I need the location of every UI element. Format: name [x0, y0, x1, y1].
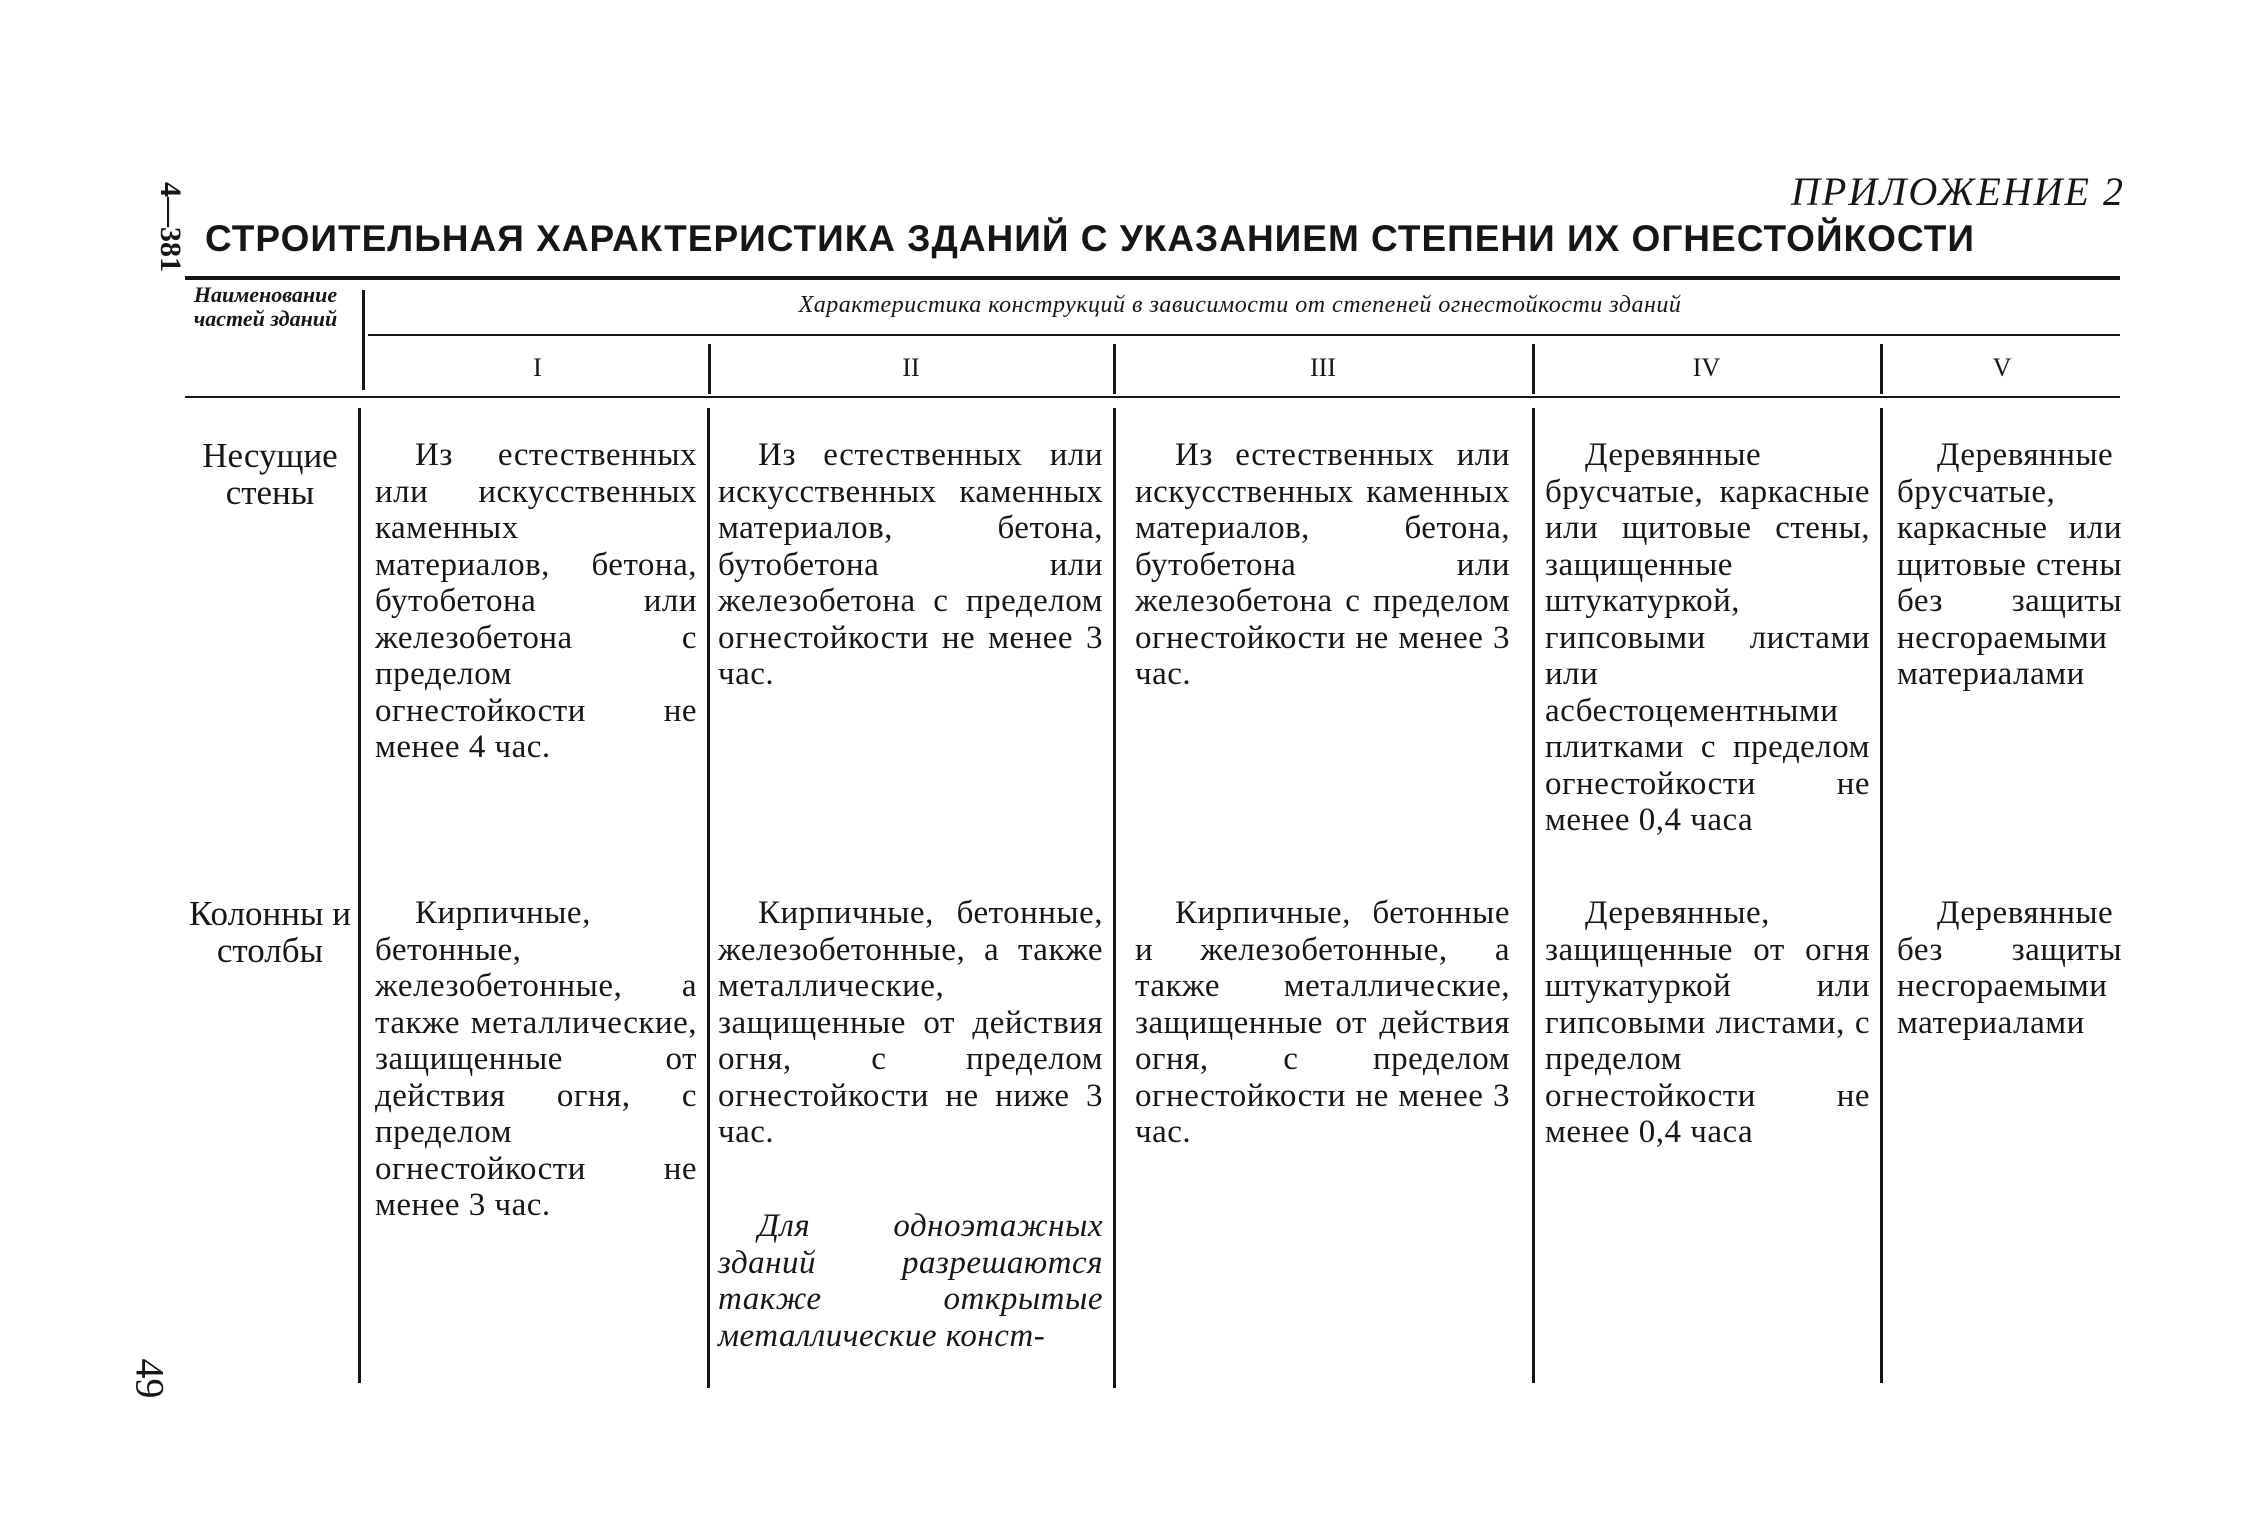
column-divider	[707, 408, 710, 1388]
header-degree-ii: II	[902, 353, 920, 382]
column-divider	[1532, 408, 1535, 1383]
header-bottom-rule	[185, 396, 2120, 398]
header-degree-v: V	[1992, 353, 2012, 382]
cell-columns-degree-v: Деревянные без защиты несгораемыми материалами	[1897, 895, 2122, 1041]
header-divider	[1532, 344, 1535, 394]
cell-columns-degree-iii: Кирпичные, бетонные и железобетонные, а также металлические, защищенные от действия огня, с пределом огнестойкости не менее 3 час.	[1135, 895, 1510, 1150]
cell-columns-degree-i: Кирпичные, бетонные, железобетонные, а также металлические, защищенные от действия огня, с пределом огнестойкости не менее 3 час.	[375, 895, 697, 1223]
row-name-columns: Колонны и столбы	[188, 894, 352, 970]
row-name-bearing-walls: Несущие стены	[202, 436, 338, 512]
header-group-rule	[368, 334, 2120, 336]
cell-walls-degree-iv: Деревянные брусчатые, каркасные или щитовые стены, защищенные штукатуркой, гипсовыми листами или асбестоцементными плитками с пределом огнестойкости не менее 0,4 часа	[1545, 437, 1870, 838]
cell-columns-degree-ii-note: Для одноэтажных зданий разрешаются также открытые металлические конст-	[718, 1208, 1103, 1354]
header-divider	[708, 344, 711, 394]
column-divider	[1880, 408, 1883, 1383]
cell-columns-degree-ii: Кирпичные, бетонные, железобетонные, а также металлические, защищенные от действия огня, с пределом огнестойкости не ниже 3 час.	[718, 895, 1103, 1150]
header-degree-iv: IV	[1692, 353, 1721, 382]
cell-walls-degree-i: Из естественных или искусственных каменных материалов, бетона, бутобетона или железобетона с пределом огнестойкости не менее 4 час.	[375, 437, 697, 765]
cell-walls-degree-ii: Из естественных или искусственных каменных материалов, бетона, бутобетона или железобетона с пределом огнестойкости не менее 3 час.	[718, 437, 1103, 692]
page-number: 49	[127, 1358, 173, 1399]
header-characteristic: Характеристика конструкций в зависимости от степеней огнестойкости зданий	[798, 292, 1682, 318]
header-degree-i: I	[533, 353, 542, 382]
column-divider	[358, 408, 361, 1383]
appendix-label: ПРИЛОЖЕНИЕ 2	[1791, 169, 2125, 214]
table-top-rule	[185, 276, 2120, 280]
header-divider	[1880, 344, 1883, 394]
margin-code: 4—381	[154, 182, 187, 272]
column-divider	[1113, 408, 1116, 1388]
header-part-name: Наименование частей зданий	[193, 282, 338, 331]
header-degree-iii: III	[1310, 353, 1336, 382]
cell-walls-degree-v: Деревянные брусчатые, каркасные или щитовые стены без защиты несгораемыми материалами	[1897, 437, 2122, 692]
header-divider	[1113, 344, 1116, 394]
page-title: СТРОИТЕЛЬНАЯ ХАРАКТЕРИСТИКА ЗДАНИЙ С УКАЗАНИЕМ СТЕПЕНИ ИХ ОГНЕСТОЙКОСТИ	[205, 218, 1975, 259]
header-divider	[362, 290, 365, 390]
cell-walls-degree-iii: Из естественных или искусственных каменных материалов, бетона, бутобетона или железобетона с пределом огнестойкости не менее 3 час.	[1135, 437, 1510, 692]
cell-columns-degree-iv: Деревянные, защищенные от огня штукатуркой или гипсовыми листами, с пределом огнестойкости не менее 0,4 часа	[1545, 895, 1870, 1150]
